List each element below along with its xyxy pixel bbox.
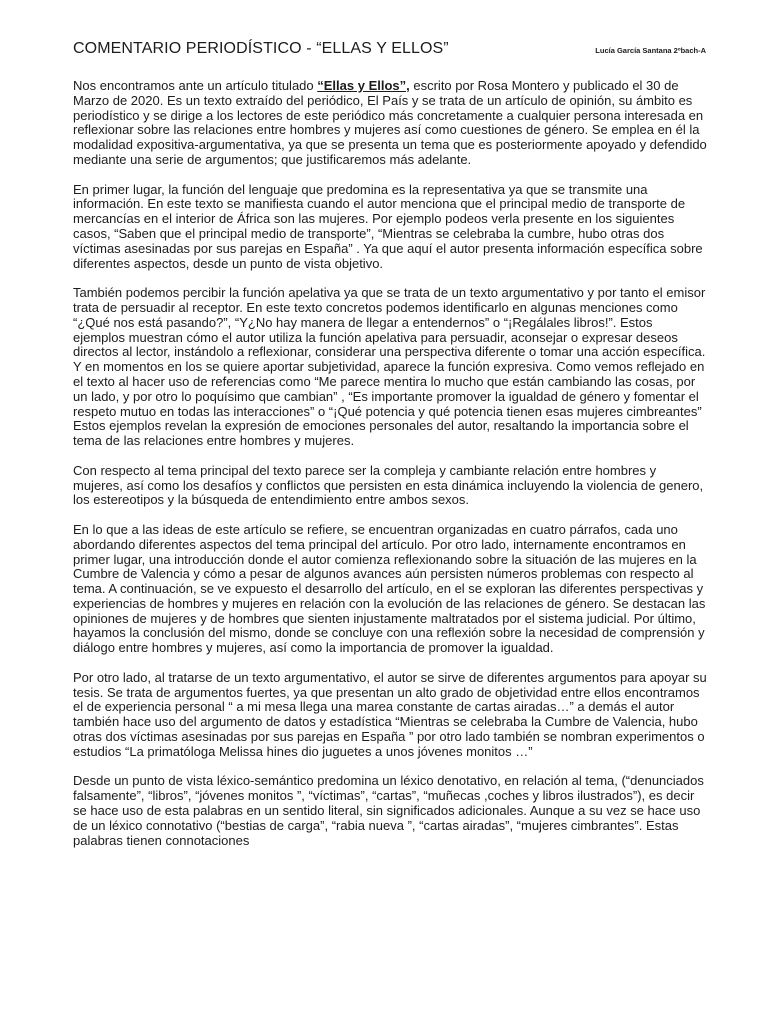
paragraph-lexical-semantic: Desde un punto de vista léxico-semántico predomina un léxico denotativo, en relación al tema, (“denunciados falsamente”, “libros”, “jóvenes monitos ”, “víctimas”, “cartas”, “muñecas ,coches y libros ilustrados”), es decir se hace uso de esta palabras en un sentido literal, sin significados adicionales. Aunque a su vez se hace uso de un léxico connotativo (“bestias de carga”, “rabia nueva ”, “cartas airadas”, “mujeres cimbrantes”. Estas palabras tienen connotaciones: [73, 773, 704, 848]
document-header: [73, 40, 708, 64]
paragraph-structure: En lo que a las ideas de este artículo se refiere, se encuentran organizadas en cuatro párrafos, cada uno abordando diferentes aspectos del tema principal del artículo. Por otro lado, internamente encontramos en primer lugar, una introducción donde el autor comienza reflexionando sobre la situación de las mujeres en la Cumbre de Valencia y cómo a pesar de algunos avances aún persisten números problemas con respecto al tema. A continuación, se ve expuesto el desarrollo del artículo, en el se exploran las diferentes perspectivas y experiencias de hombres y mujeres en relación con la evolución de las relaciones de género. Se destacan las opiniones de mujeres y de hombres que sienten injustamente maltratados por el sistema judicial. Por último, hayamos la conclusión del mismo, donde se concluye con una reflexión sobre la necesidad de comprensión y diálogo entre hombres y mujeres, así como la importancia de promover la igualdad.: [73, 521, 706, 656]
author-line: Lucía García Santana 2ºbach-A: [595, 46, 706, 55]
document-title: COMENTARIO PERIODÍSTICO - “ELLAS Y ELLOS”: [73, 40, 449, 57]
paragraph-functions-appellative: También podemos percibir la función apelativa ya que se trata de un texto argumentativo y por tanto el emisor trata de persuadir al receptor. En este texto concretos podemos identificarlo en algunas menciones como “¿Qué nos está pasando?”, “Y¿No hay manera de llegar a entendernos” o “¡Regálales libros!”. Estos ejemplos muestran cómo el autor utiliza la función apelativa para persuadir, aconsejar o expresar deseos directos al lector, instándolo a reflexionar, considerar una perspectiva diferente o tomar una acción específica. Y en momentos en los se quiere aportar subjetividad, aparece la función expresiva. Como vemos reflejado en el texto al hacer uso de referencias como “Me parece mentira lo mucho que están cambiando las cosas, por un lado, y por otro lo poquísimo que cambian” , “Es importante promover la igualdad de género y fomentar el respeto mutuo en todas las interacciones” o “¡Qué potencia y qué potencia tienen esas mujeres cimbreantes” Estos ejemplos revelan la expresión de emociones personales del autor, resaltando la importancia sobre el tema de las relaciones entre hombres y mujeres.: [73, 285, 706, 449]
paragraph-arguments: Por otro lado, al tratarse de un texto argumentativo, el autor se sirve de diferentes argumentos para apoyar su tesis. Se trata de argumentos fuertes, ya que presentan un alto grado de objetividad entre ellos encontramos el de experiencia personal “ a mi mesa llega una marea constante de cartas airadas…” a demás el autor también hace uso del argumento de datos y estadística “Mientras se celebraba la Cumbre de Valencia, hubo otras dos víctimas asesinadas por sus parejas en España ” por otro lado también se nombran experimentos o estudios “La primatóloga Melissa hines dio juguetes a unos jóvenes monitos …”: [73, 669, 707, 759]
document-body: [73, 79, 708, 848]
intro-text-after: escrito por Rosa Montero y publicado el 30 de Marzo de 2020. Es un texto extraído del periódico, El País y se trata de un artículo de opinión, su ámbito es periodístico y se dirige a los lectores de este periódico más concretamente a cualquier persona interesada en reflexionar sobre las relaciones entre hombres y mujeres así como cuestiones de género. Se emplea en él la modalidad expositiva-argumentativa, ya que se presenta un tema que es posteriormente apoyado y defendido mediante una serie de argumentos; que justificaremos más adelante.: [73, 78, 707, 167]
paragraph-main-theme: Con respecto al tema principal del texto parece ser la compleja y cambiante relación entre hombres y mujeres, así como los desafíos y conflictos que persisten en esta dinámica incluyendo la violencia de genero, los estereotipos y la búsqueda de entendimiento entre ambos sexos.: [73, 462, 704, 508]
article-title-reference: “Ellas y Ellos”,: [317, 78, 410, 93]
intro-paragraph: [73, 79, 708, 168]
intro-text-before: Nos encontramos ante un artículo titulado: [73, 78, 318, 93]
paragraph-functions-representative: En primer lugar, la función del lenguaje que predomina es la representativa ya que se transmite una información. En este texto se manifiesta cuando el autor menciona que el principal medio de transporte de mercancías en el interior de África son las mujeres. Por ejemplo podeos verla presente en los siguientes casos, “Saben que el principal medio de transporte”, “Mientras se celebraba la cumbre, hubo otras dos víctimas asesinadas por sus parejas en España” . Ya que aquí el autor presenta información específica sobre diferentes aspectos, desde un punto de vista objetivo.: [73, 181, 703, 271]
